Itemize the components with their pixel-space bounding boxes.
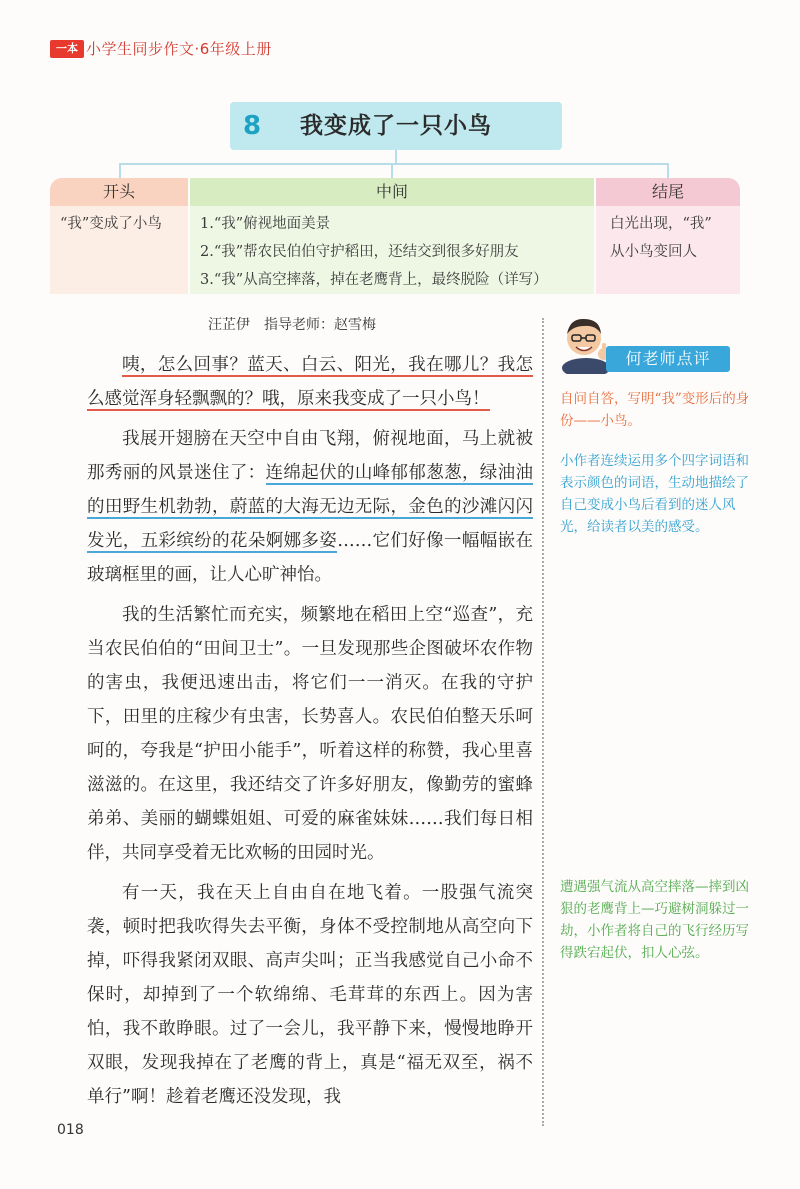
structure-start-line: “我”变成了小鸟 <box>60 216 162 232</box>
essay-paragraph <box>87 422 533 592</box>
structure-body-end <box>596 206 740 294</box>
author-byline: 汪芷伊 指导老师：赵雪梅 <box>208 317 376 333</box>
essay-paragraph: 我的生活繁忙而充实，频繁地在稻田上空“巡查”，充当农民伯伯的“田间卫士”。一旦发现那些企图破坏农作物的害虫，我便迅速出击，将它们一一消灭。在我的守护下，田里的庄稼少有虫害，长势喜人。农民伯伯整天乐呵呵的，夸我是“护田小能手”，听着这样的称赞，我心里喜滋滋的。在这里，我还结交了许多好朋友，像勤劳的蜜蜂弟弟、美丽的蝴蝶姐姐、可爱的麻雀妹妹……我们每日相伴，共同享受着无比欢畅的田园时光。 <box>87 605 533 863</box>
comment-note: 小作者连续运用多个四字词语和表示颜色的词语，生动地描绘了自己变成小鸟后看到的迷人风光，给读者以美的感受。 <box>560 453 749 535</box>
highlight-underline: 咦，怎么回事？蓝天、白云、阳光，我在哪儿？我怎么感觉浑身轻飘飘的？哦，原来我变成了一只小鸟！ <box>87 355 533 409</box>
comment-note: 遭遇强气流从高空摔落—摔到凶狠的老鹰背上—巧避树洞躲过一劫，小作者将自己的飞行经历写得跌宕起伏，扣人心弦。 <box>560 879 749 961</box>
structure-middle-line: 1.“我”俯视地面美景 <box>200 216 331 232</box>
book-title: 小学生同步作文·6年级上册 <box>86 40 272 58</box>
structure-head-start: 开头 <box>50 178 188 206</box>
structure-end-line: 从小鸟变回人 <box>610 244 697 260</box>
structure-middle-line: 3.“我”从高空摔落，掉在老鹰背上，最终脱险（详写） <box>200 272 548 288</box>
teacher-comment-tag: 何老师点评 <box>606 346 730 372</box>
essay-paragraph <box>87 348 533 416</box>
highlight-underline: 连绵起伏的山峰郁郁葱葱，绿油油的田野生机勃勃，蔚蓝的大海无边无际，金色的沙滩闪闪发光，五彩缤纷的花朵婀娜多姿 <box>87 463 534 551</box>
structure-body-middle <box>190 206 594 294</box>
essay-body <box>87 348 533 1120</box>
brand-logo: 一本 <box>50 40 84 58</box>
paragraph-text: ……它们好像一幅幅嵌在玻璃框里的画，让人心旷神怡。 <box>87 531 534 585</box>
structure-connector <box>0 0 800 200</box>
structure-body-start <box>50 206 188 294</box>
chapter-title: 我变成了一只小鸟 <box>300 112 492 139</box>
page-number: 018 <box>57 1122 84 1138</box>
paragraph-text: 我展开翅膀在天空中自由飞翔，俯视地面，马上就被那秀丽的风景迷住了： <box>87 429 533 483</box>
structure-head-end: 结尾 <box>596 178 740 206</box>
commentary-divider <box>542 318 544 1126</box>
essay-paragraph: 有一天，我在天上自由自在地飞着。一股强气流突袭，顿时把我吹得失去平衡，身体不受控制地从高空向下掉，吓得我紧闭双眼、高声尖叫；正当我感觉自己小命不保时，却掉到了一个软绵绵、毛茸茸的东西上。因为害怕，我不敢睁眼。过了一会儿，我平静下来，慢慢地睁开双眼，发现我掉在了老鹰的背上，真是“福无双至，祸不单行”啊！趁着老鹰还没发现，我 <box>87 883 533 1107</box>
structure-middle-line: 2.“我”帮农民伯伯守护稻田，还结交到很多好朋友 <box>200 244 519 260</box>
structure-end-line: 白光出现，“我” <box>610 216 712 232</box>
chapter-number: 8 <box>242 111 262 141</box>
structure-head-middle: 中间 <box>190 178 594 206</box>
comment-note: 自问自答，写明“我”变形后的身份——小鸟。 <box>560 391 750 429</box>
